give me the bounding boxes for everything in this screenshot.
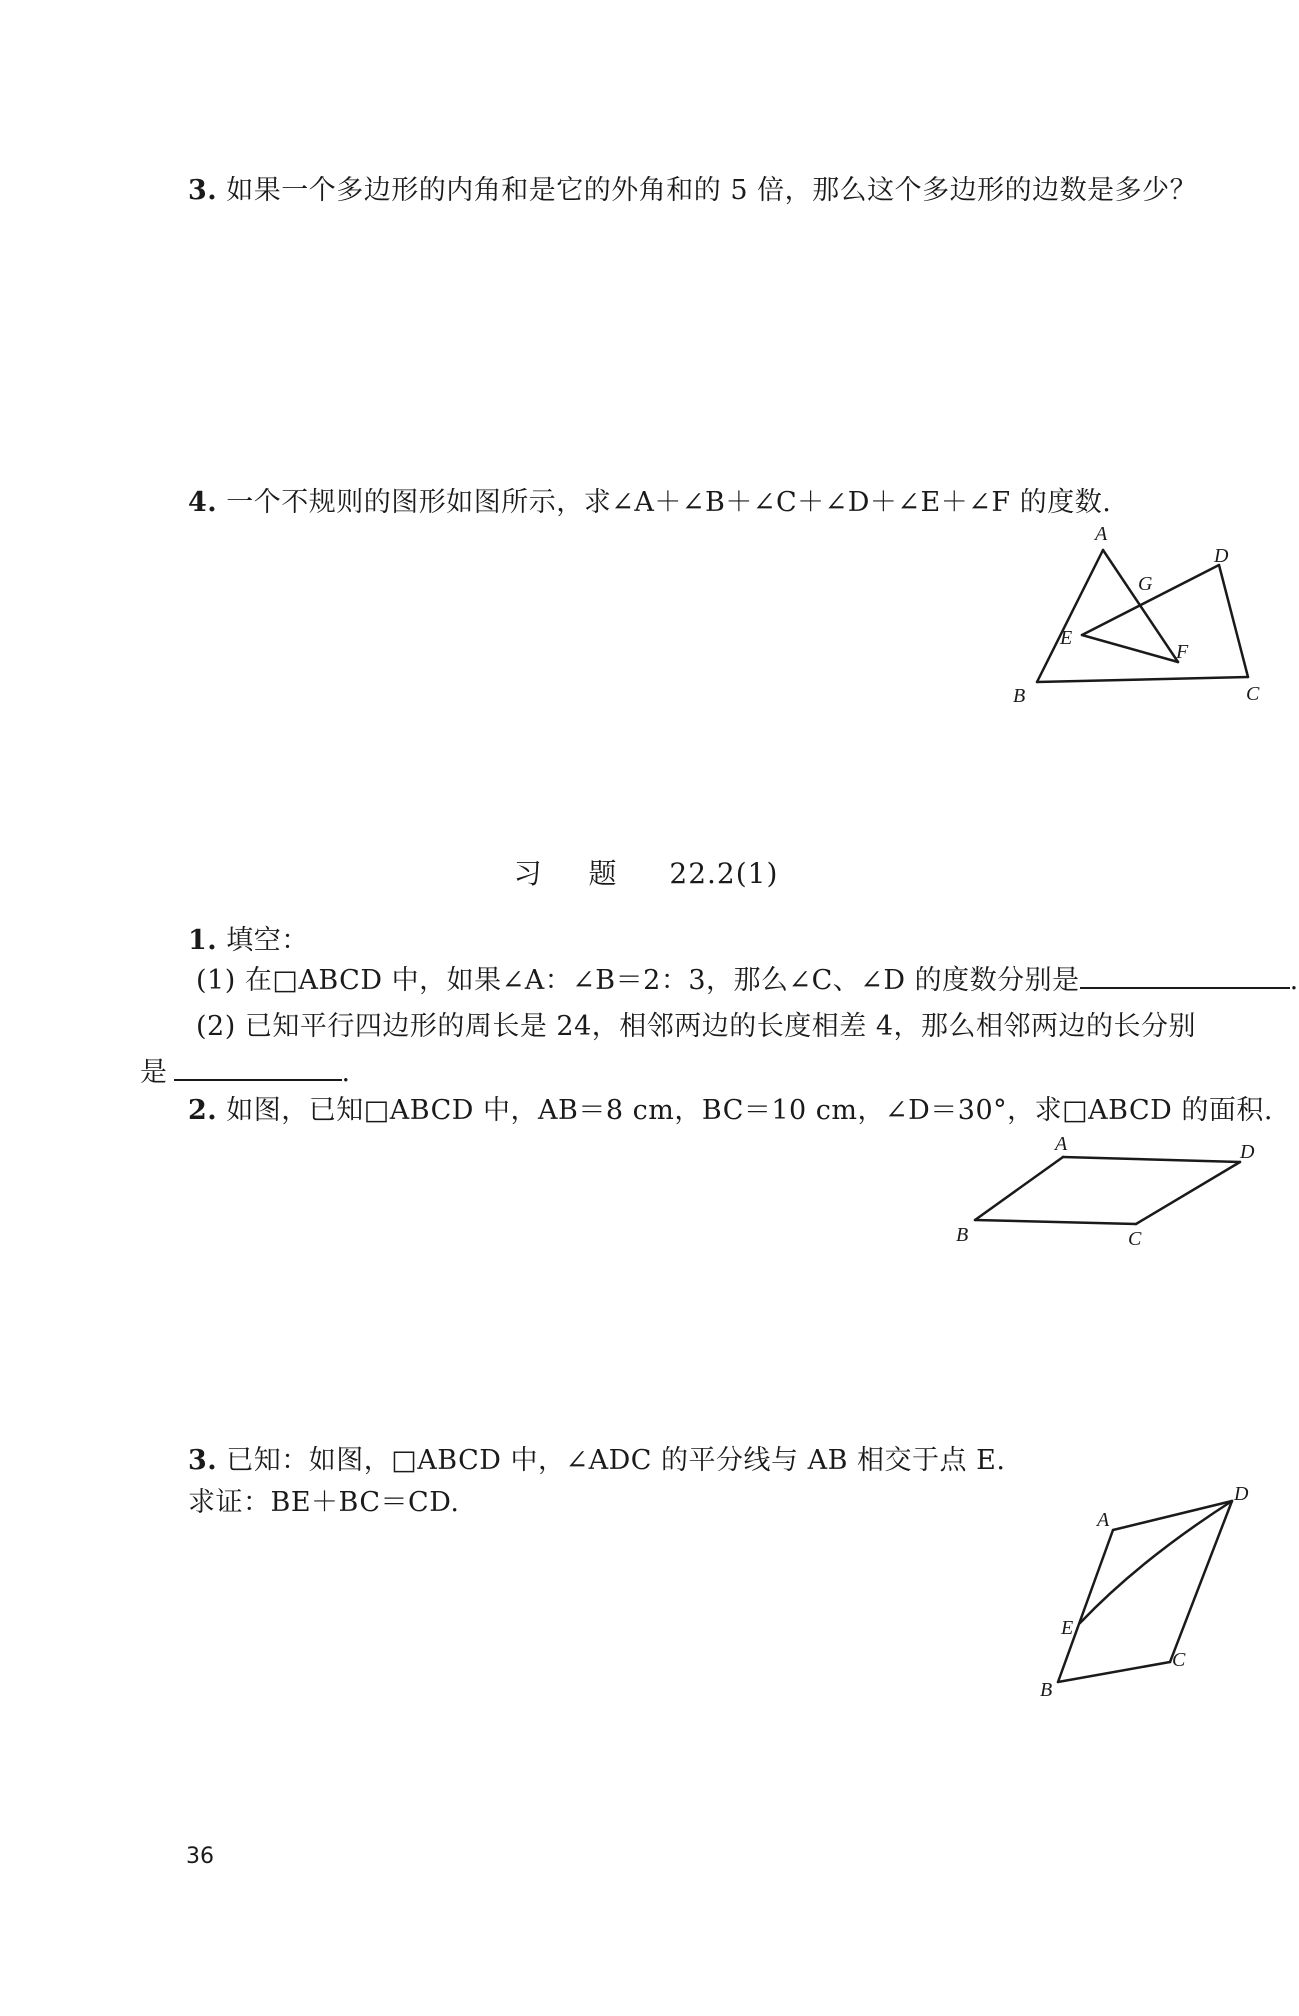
label-B: B — [1013, 685, 1026, 707]
label-C: C — [1172, 1649, 1186, 1671]
section-word-1: 习 — [513, 857, 543, 890]
page-number: 36 — [186, 1844, 214, 1869]
label-B: B — [956, 1224, 969, 1246]
label-A: A — [1095, 523, 1108, 545]
label-A: A — [1097, 1509, 1110, 1531]
problem-text: 如果一个多边形的内角和是它的外角和的 5 倍，那么这个多边形的边数是多少？ — [226, 175, 1198, 206]
part-2-cont: 是 — [140, 1057, 168, 1088]
label-A: A — [1055, 1133, 1068, 1155]
exercise-line-2: 求证：BE＋BC＝CD. — [188, 1487, 460, 1518]
part-2-end: . — [341, 1057, 351, 1088]
label-G: G — [1138, 573, 1153, 595]
label-E: E — [1061, 1617, 1074, 1639]
exercise-number: 3. — [188, 1445, 218, 1476]
exercise-title: 填空： — [226, 925, 309, 956]
exercise-text: 如图，已知□ABCD 中，AB＝8 cm，BC＝10 cm，∠D＝30°，求□ABCD 的面积. — [226, 1095, 1273, 1126]
section-word-2: 题 — [588, 857, 618, 890]
label-D: D — [1240, 1141, 1255, 1163]
label-C: C — [1246, 683, 1260, 705]
problem-text: 一个不规则的图形如图所示，求∠A＋∠B＋∠C＋∠D＋∠E＋∠F 的度数. — [226, 487, 1112, 518]
label-D: D — [1214, 545, 1229, 567]
part-2-text: (2) 已知平行四边形的周长是 24，相邻两边的长度相差 4，那么相邻两边的长分别 — [196, 1011, 1197, 1042]
problem-number: 4. — [188, 487, 218, 518]
section-code: 22.2(1) — [669, 857, 779, 890]
label-F: F — [1176, 641, 1189, 663]
problem-number: 3. — [188, 175, 218, 206]
exercise-line-1: 已知：如图，□ABCD 中，∠ADC 的平分线与 AB 相交于点 E. — [226, 1445, 1006, 1476]
label-D: D — [1234, 1483, 1249, 1505]
label-E: E — [1060, 627, 1073, 649]
part-1-text: (1) 在□ABCD 中，如果∠A：∠B＝2：3，那么∠C、∠D 的度数分别是 — [196, 965, 1080, 996]
label-B: B — [1040, 1679, 1053, 1701]
part-1-end: . — [1289, 965, 1299, 996]
label-C: C — [1128, 1228, 1142, 1250]
exercise-number: 1. — [188, 925, 218, 956]
exercise-number: 2. — [188, 1095, 218, 1126]
